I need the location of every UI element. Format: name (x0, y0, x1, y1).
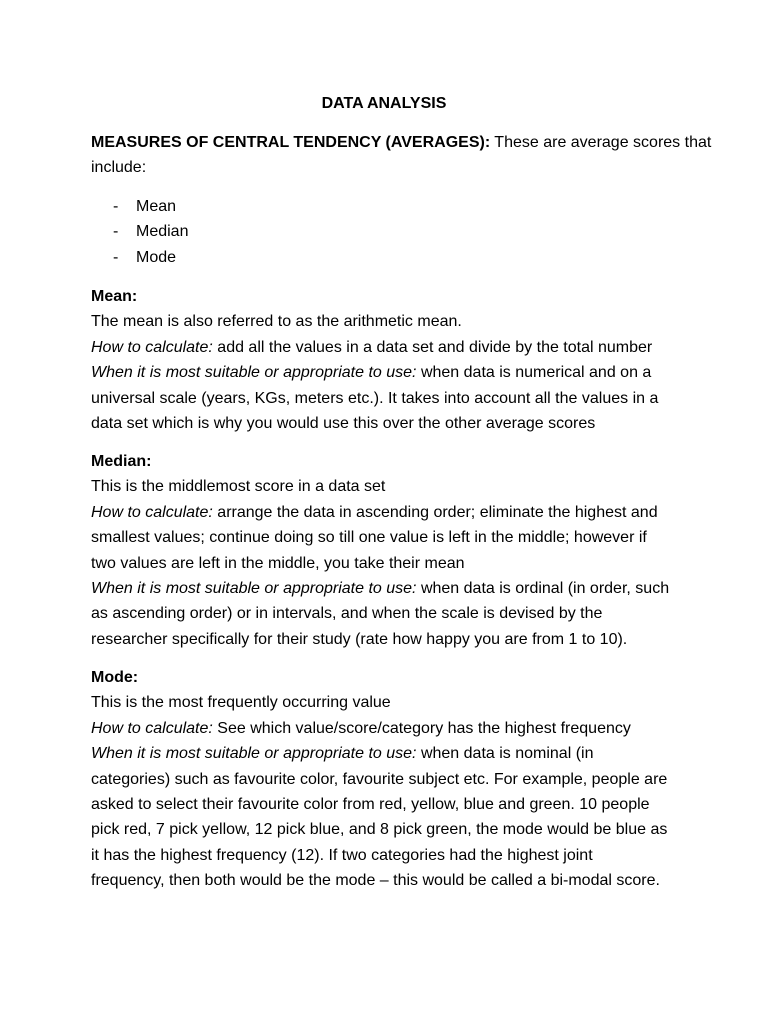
list-item-label: Mode (136, 248, 177, 266)
mode-calc-text: See which value/score/category has the highest frequency (212, 719, 631, 737)
median-section (91, 449, 691, 652)
mode-section (91, 665, 691, 894)
mean-section (91, 284, 691, 436)
intro-text: These are average scores that (490, 134, 712, 151)
mode-use-line (91, 741, 691, 766)
list-item (91, 194, 691, 219)
median-use-text: when data is ordinal (in order, such (416, 580, 670, 598)
mode-use-line-6: frequency, then both would be the mode – this would be called a bi-modal score. (91, 872, 660, 890)
mode-use-line-4: pick red, 7 pick yellow, 12 pick blue, and 8 pick green, the mode would be blue as (91, 821, 668, 839)
mode-heading: Mode: (91, 669, 139, 686)
median-use-label: When it is most suitable or appropriate to use: (91, 580, 417, 598)
list-item (91, 219, 691, 244)
mean-calc-text: add all the values in a data set and divide by the total number (212, 338, 653, 356)
mode-use-line-5: it has the highest frequency (12). If two categories had the highest joint (91, 846, 593, 864)
mean-line-1: The mean is also referred to as the arithmetic mean. (91, 313, 462, 331)
list-dash: - (113, 248, 119, 266)
page-title: DATA ANALYSIS (321, 95, 447, 112)
mode-use-text: when data is nominal (in (416, 745, 594, 763)
list-item-label: Median (136, 223, 189, 241)
mode-line-1: This is the most frequently occurring value (91, 694, 391, 712)
mean-use-line-3: data set which is why you would use this over the other average scores (91, 415, 596, 433)
mean-use-label: When it is most suitable or appropriate to use: (91, 364, 417, 382)
median-use-line (91, 576, 691, 601)
median-heading: Median: (91, 453, 152, 470)
median-calc-line-2: smallest values; continue doing so till one value is left in the middle; however if (91, 529, 647, 547)
median-calc-text: arrange the data in ascending order; eliminate the highest and (212, 503, 658, 521)
median-calc-label: How to calculate: (91, 503, 213, 521)
mean-calc-label: How to calculate: (91, 338, 213, 356)
median-use-line-2: as ascending order) or in intervals, and when the scale is devised by the (91, 605, 603, 623)
mode-calc-label: How to calculate: (91, 719, 213, 737)
median-calc-line-3: two values are left in the middle, you take their mean (91, 554, 465, 572)
mean-use-line-2: universal scale (years, KGs, meters etc.). It takes into account all the values in a (91, 389, 659, 407)
mean-heading: Mean: (91, 288, 138, 305)
intro-heading: MEASURES OF CENTRAL TENDENCY (AVERAGES): (91, 134, 491, 151)
mean-use-text: when data is numerical and on a (416, 364, 652, 382)
mean-use-line (91, 360, 691, 385)
mode-use-label: When it is most suitable or appropriate to use: (91, 745, 417, 763)
median-line-1: This is the middlemost score in a data set (91, 478, 386, 496)
list-item-label: Mean (136, 198, 177, 215)
list-item (91, 245, 691, 270)
intro-line-2: include: (91, 159, 147, 177)
mode-calc-line (91, 716, 691, 741)
mean-calc-line (91, 335, 691, 360)
list-dash: - (113, 198, 119, 215)
list-dash: - (113, 223, 119, 241)
mode-use-line-3: asked to select their favourite color from red, yellow, blue and green. 10 people (91, 796, 650, 814)
median-calc-line (91, 500, 691, 525)
intro-paragraph (91, 130, 712, 181)
intro-line-1 (91, 130, 712, 155)
median-use-line-3: researcher specifically for their study (rate how happy you are from 1 to 10). (91, 630, 628, 648)
mode-use-line-2: categories) such as favourite color, favourite subject etc. For example, people are (91, 770, 668, 788)
averages-list (91, 194, 691, 270)
